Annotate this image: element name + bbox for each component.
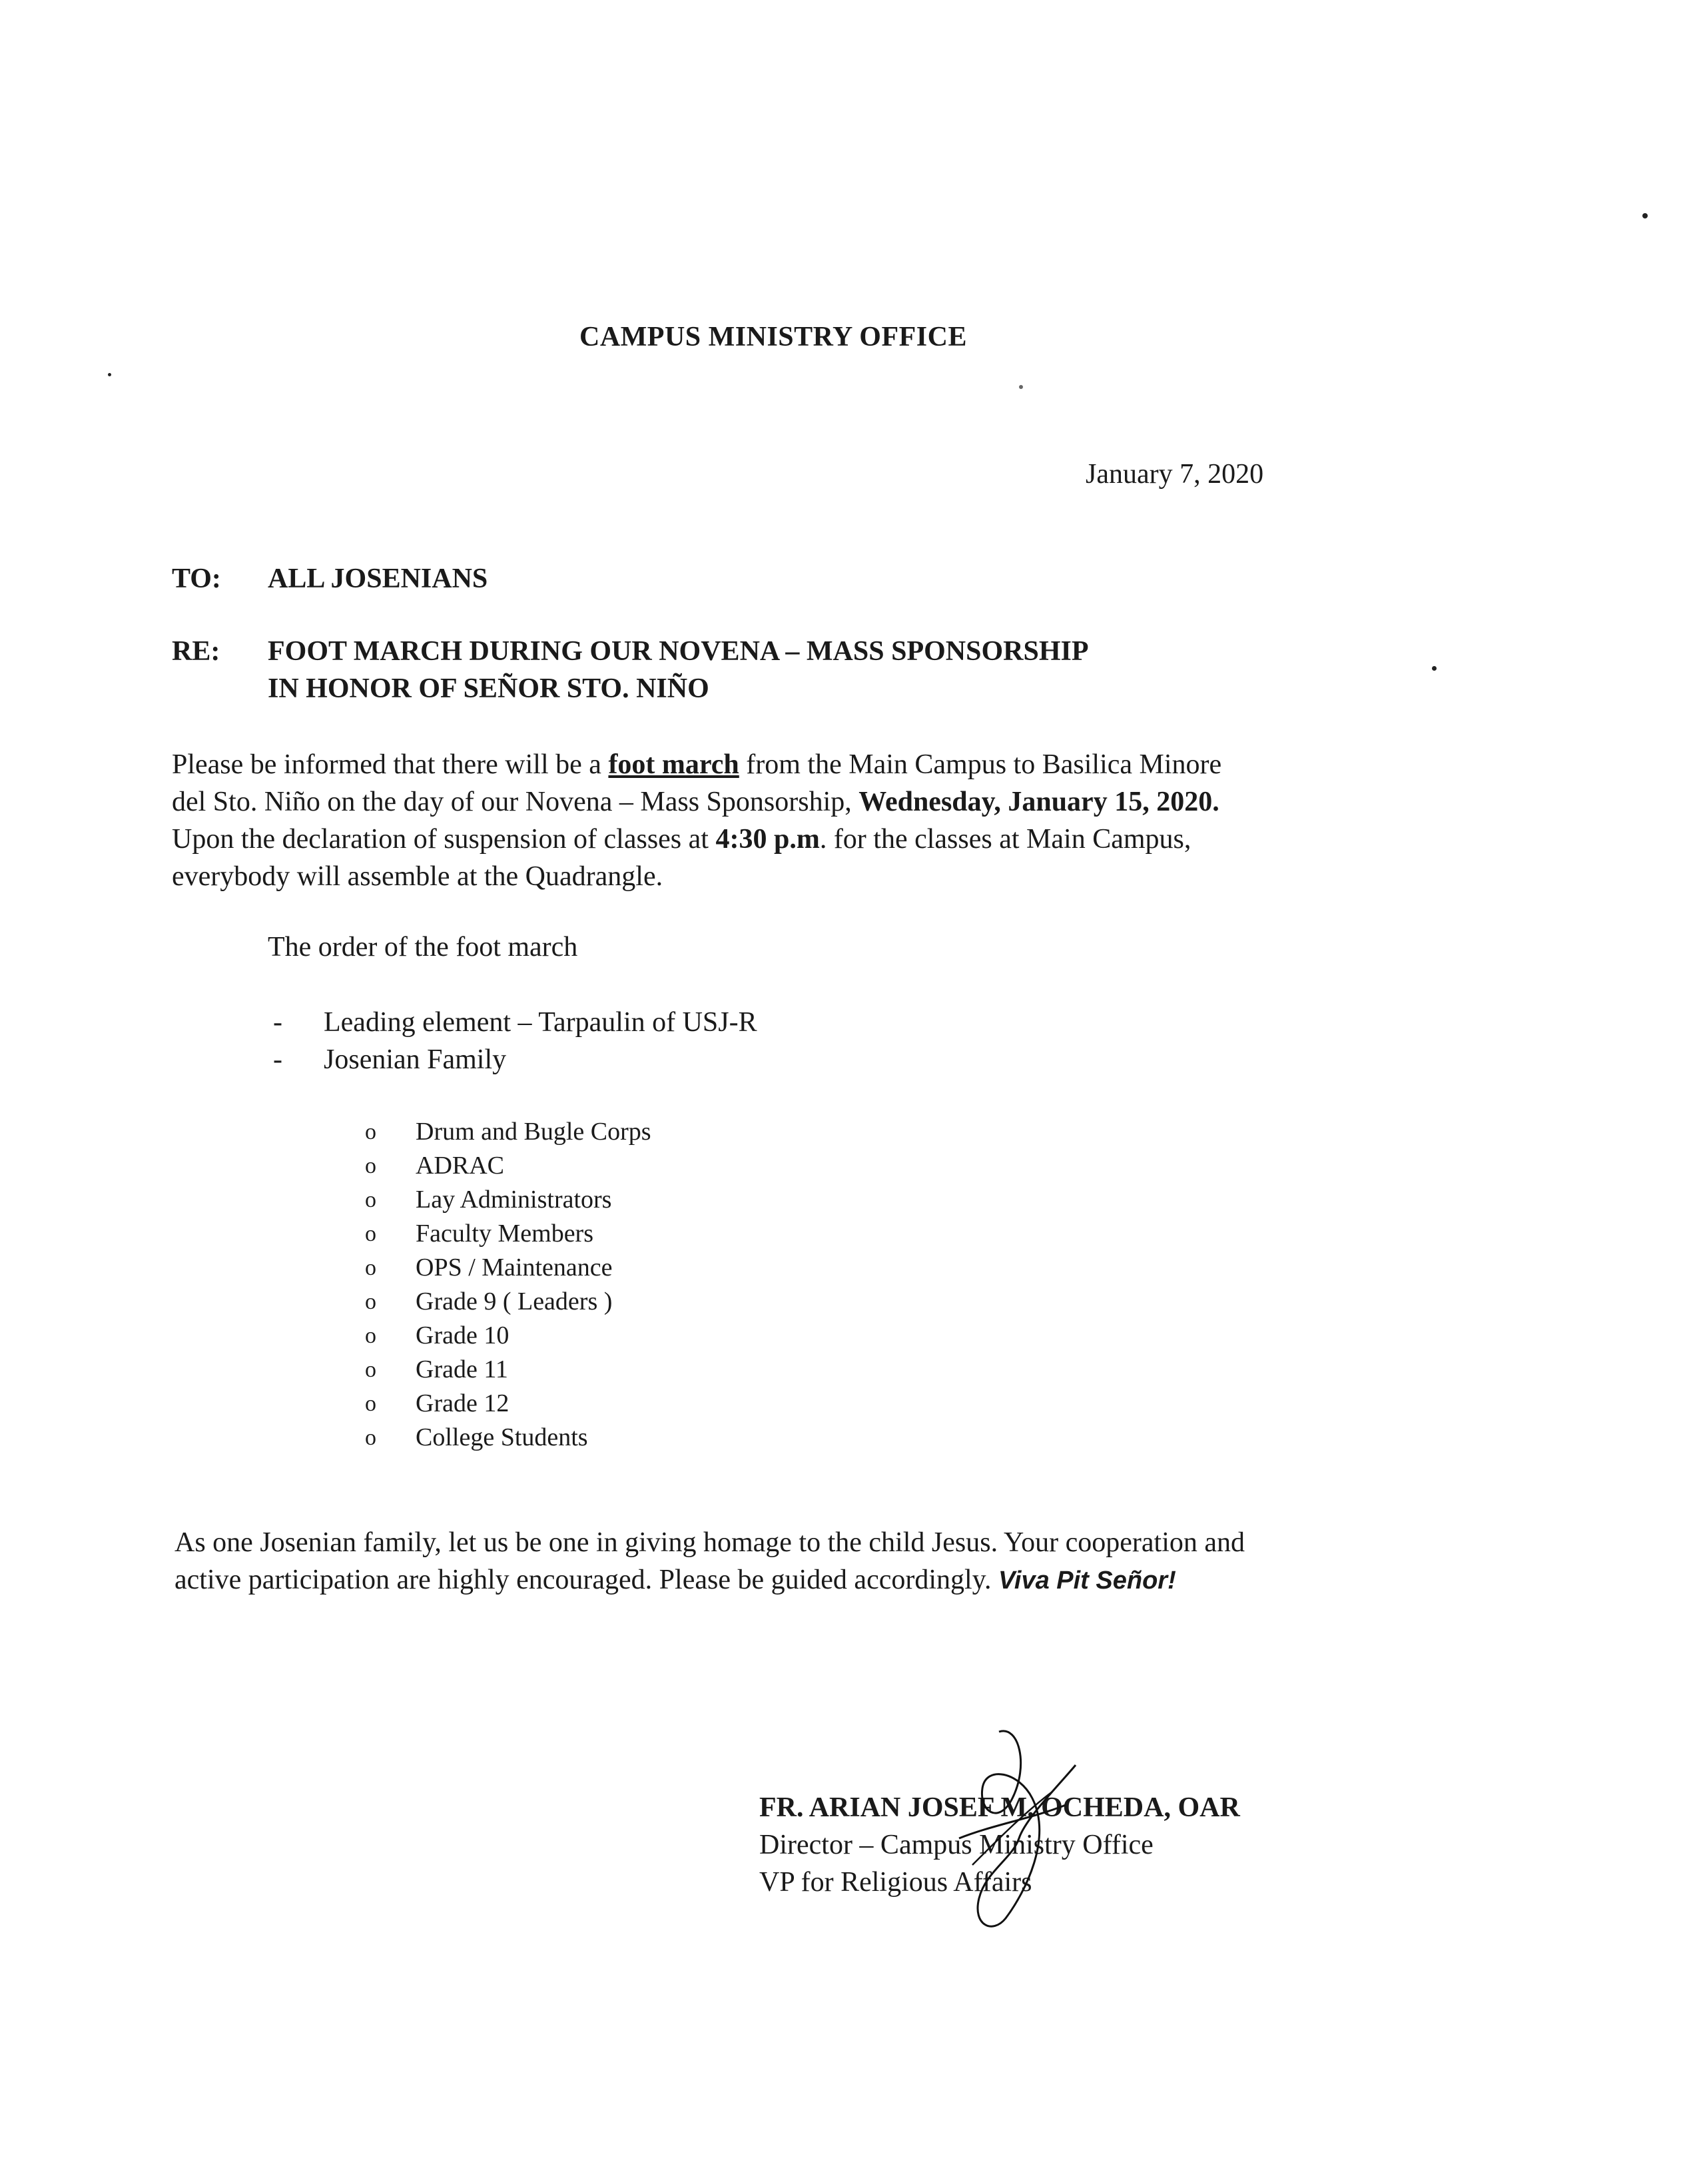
list-item-text: Faculty Members [416,1220,594,1248]
list-item-text: Drum and Bugle Corps [416,1118,651,1146]
list-item-text: Grade 12 [416,1389,509,1417]
foot-march-emphasis: foot march [608,749,739,780]
intro-text: Please be informed that there will be a [172,749,609,780]
office-heading: CAMPUS MINISTRY OFFICE [579,322,967,352]
list-item-text: College Students [416,1423,588,1451]
dash-marker: - [273,1044,282,1075]
scan-speck [1019,385,1023,389]
intro-line-2 [172,783,1221,821]
intro-text: . for the classes at Main Campus, [819,824,1191,855]
intro-text: Upon the declaration of suspension of classes at [172,824,716,855]
list-item [365,1183,651,1217]
scan-speck [108,373,111,376]
list-item-text: Grade 10 [416,1321,509,1349]
event-date: Wednesday, January 15, 2020. [858,787,1219,817]
list-item [273,1004,757,1041]
closing-paragraph [174,1524,1245,1599]
signatory-role: VP for Religious Affairs [759,1867,1032,1898]
list-item-text: Grade 9 ( Leaders ) [416,1287,613,1315]
circle-bullet-icon: o [365,1154,376,1178]
memo-date: January 7, 2020 [1086,459,1264,490]
list-item [365,1421,651,1455]
list-item [365,1115,651,1149]
subject-line-2: IN HONOR OF SEÑOR STO. NIÑO [268,673,709,704]
list-item [273,1041,757,1078]
list-item-text: Josenian Family [324,1044,507,1075]
intro-line-1 [172,746,1221,783]
scan-speck [1432,666,1437,671]
handwritten-signature-icon [919,1725,1079,1938]
dash-marker: - [273,1007,282,1038]
intro-text: from the Main Campus to Basilica Minore [739,749,1222,780]
intro-paragraph [172,746,1221,895]
list-item-text: Leading element – Tarpaulin of USJ-R [324,1007,757,1038]
circle-bullet-icon: o [365,1357,376,1382]
to-recipient: ALL JOSENIANS [268,563,488,594]
circle-bullet-icon: o [365,1289,376,1314]
main-order-list [273,1004,757,1078]
subject-line-1: FOOT MARCH DURING OUR NOVENA – MASS SPONSORSHIP [268,636,1089,667]
signatory-title: Director – Campus Ministry Office [759,1830,1154,1860]
list-item-text: Lay Administrators [416,1186,612,1214]
circle-bullet-icon: o [365,1188,376,1212]
intro-line-4: everybody will assemble at the Quadrangle. [172,861,663,892]
signatory-name: FR. ARIAN JOSEF M. OCHEDA, OAR [759,1792,1240,1823]
list-item [365,1217,651,1251]
circle-bullet-icon: o [365,1256,376,1280]
circle-bullet-icon: o [365,1425,376,1450]
intro-line-3 [172,821,1221,858]
order-intro: The order of the foot march [268,932,578,962]
closing-line-1: As one Josenian family, let us be one in giving homage to the child Jesus. Your cooperation and [174,1527,1245,1558]
list-item [365,1319,651,1353]
list-item-text: ADRAC [416,1152,505,1180]
event-time: 4:30 p.m [715,824,820,855]
list-item [365,1149,651,1183]
list-item [365,1387,651,1421]
scan-speck [1642,213,1648,218]
circle-bullet-icon: o [365,1323,376,1348]
closing-line-2 [174,1561,1245,1599]
list-item [365,1285,651,1319]
list-item-text: Grade 11 [416,1355,508,1383]
to-label: TO: [172,563,221,594]
josenian-family-list [365,1115,651,1455]
list-item-text: OPS / Maintenance [416,1254,613,1281]
closing-text: active participation are highly encouraged. Please be guided accordingly. [174,1565,998,1595]
circle-bullet-icon: o [365,1120,376,1144]
viva-pit-senor: Viva Pit Señor! [998,1567,1176,1595]
circle-bullet-icon: o [365,1222,376,1246]
circle-bullet-icon: o [365,1391,376,1416]
list-item [365,1251,651,1285]
intro-text: del Sto. Niño on the day of our Novena – Mass Sponsorship, [172,787,859,817]
re-label: RE: [172,636,220,667]
list-item [365,1353,651,1387]
